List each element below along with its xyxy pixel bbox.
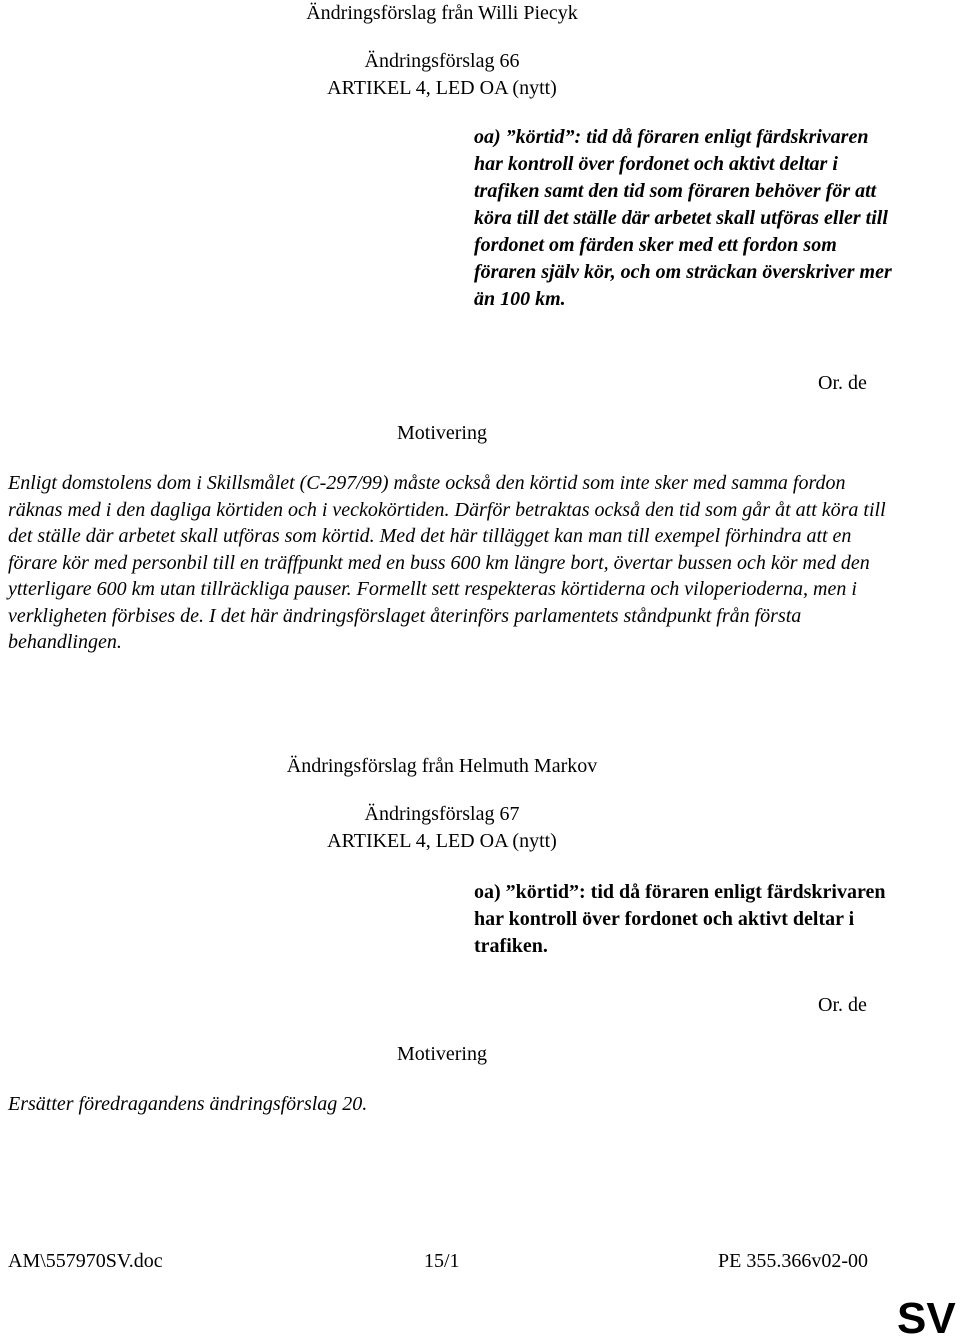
amendment-66-original-language: Or. de bbox=[818, 372, 867, 394]
footer-page-number: 15/1 bbox=[424, 1250, 460, 1272]
amendment-66-justification-text: Enligt domstolens dom i Skillsmålet (C-297/99) måste också den körtid som inte sker med samma fordon räknas med i den dagliga körtiden och i veckokörtiden. Därför betraktas också den tid som går åt att köra till det ställe där arbetet skall utföras som körtid. Med det här tillägget kan man till exempel förhindra att en förare kör med personbil till en träffpunkt med en buss 600 km längre bort, övertar bussen och kör med den ytterligare 600 km utan tillräckliga pauser. Formellt sett respekteras körtiderna och viloperioderna, men i verkligheten förbises de. I det här ändringsförslaget återinförs parlamentets ståndpunkt från första behandlingen. bbox=[8, 472, 886, 653]
amendment-66-article: ARTIKEL 4, LED OA (nytt) bbox=[327, 77, 557, 99]
amendment-67-article: ARTIKEL 4, LED OA (nytt) bbox=[327, 830, 557, 852]
amendment-67-text: oa) ”körtid”: tid då föraren enligt färdskrivaren har kontroll över fordonet och aktivt deltar i trafiken. bbox=[474, 881, 886, 957]
language-code: SV bbox=[897, 1294, 956, 1343]
amendment-66-text: oa) ”körtid”: tid då föraren enligt färdskrivaren har kontroll över fordonet och aktivt deltar i trafiken samt den tid som föraren behöver för att köra till det ställe där arbetet skall utföras eller till fordonet om färden sker med ett fordon som föraren själv kör, och om sträckan överskriver mer än 100 km. bbox=[474, 126, 892, 310]
amendment-66-author: Ändringsförslag från Willi Piecyk bbox=[306, 2, 578, 24]
amendment-67-original-language: Or. de bbox=[818, 994, 867, 1016]
amendment-67-author: Ändringsförslag från Helmuth Markov bbox=[286, 755, 598, 777]
footer-pe-ref: PE 355.366v02-00 bbox=[718, 1250, 868, 1272]
amendment-67-justification-heading: Motivering bbox=[397, 1043, 487, 1065]
footer-doc-ref: AM\557970SV.doc bbox=[8, 1250, 163, 1272]
amendment-67-justification-text: Ersätter föredragandens ändringsförslag 20. bbox=[8, 1093, 368, 1115]
amendment-66-number: Ändringsförslag 66 bbox=[364, 50, 520, 72]
amendment-66-justification-heading: Motivering bbox=[397, 422, 487, 444]
amendment-67-number: Ändringsförslag 67 bbox=[364, 803, 520, 825]
